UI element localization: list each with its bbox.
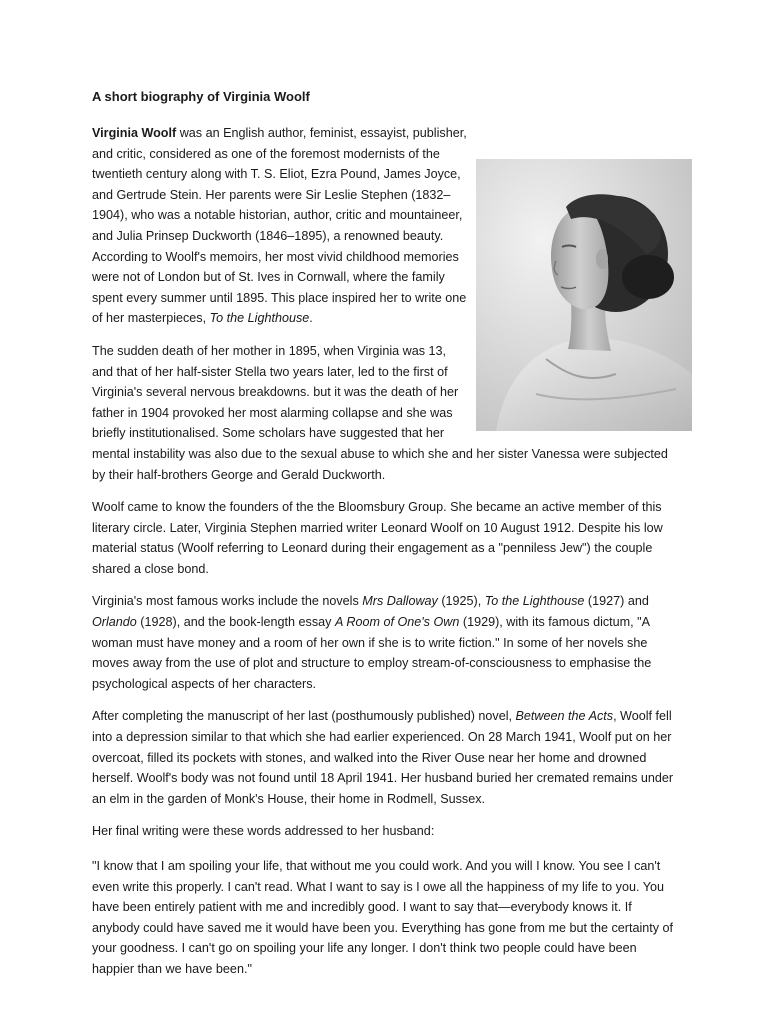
paragraph-4-text-2: (1925), xyxy=(437,594,485,609)
paragraph-6: Her final writing were these words addressed to her husband: xyxy=(92,824,435,839)
paragraph-4-text-1: Virginia's most famous works include the novels xyxy=(92,594,363,609)
subject-name: Virginia Woolf xyxy=(92,126,177,140)
paragraph-1-text: was an English author, feminist, essayist, publisher, and critic, considered as one of the foremost modernists of the twentieth century along with T. S. Eliot, Ezra Pound, James Joyce, and Gertrude Stein. Her parents were Sir Leslie Stephen (1832–1904), who was a notable historian, author, critic and mountaineer, and Julia Prinsep Duckworth (1846–1895), a renowned beauty. According to Woolf's memoirs, her most vivid childhood memories were not of London but of St. Ives in Cornwall, where the family spent every summer until 1895. This place inspired her to write one of her masterpieces, xyxy=(92,126,467,326)
work-title: Between the Acts xyxy=(515,709,614,724)
paragraph-4 xyxy=(92,591,678,694)
paragraph-5 xyxy=(92,706,678,809)
paragraph-4-text-5: (1929), with its famous dictum, "A woman must have money and a room of her own if she is to write fiction." In some of her novels she moves away from the use of plot and structure to employ stream-of-consciousness to emphasise the psychological aspects of her characters. xyxy=(92,615,652,691)
final-letter-quote: "I know that I am spoiling your life, that without me you could work. And you will I know. You see I can't even write this properly. I can't read. What I want to say is I owe all the happiness of my life to you. You have been entirely patient with me and incredibly good. I want to say that—everybody knows it. If anybody could have saved me it would have been you. Everything has gone from me but the certainty of your goodness. I can't go on spoiling your life any longer. I don't think two people could have been happier than we have been." xyxy=(92,859,674,976)
work-title: Orlando xyxy=(92,615,137,630)
work-title: A Room of One's Own xyxy=(334,615,460,630)
paragraph-5-text-2: , Woolf fell into a depression similar to that which she had earlier experienced. On 28 March 1941, Woolf put on her overcoat, filled its pockets with stones, and walked into the River Ouse near her home and drowned herself. Woolf's body was not found until 18 April 1941. Her husband buried her cremated remains under an elm in the garden of Monk's House, their home in Rodmell, Sussex. xyxy=(92,709,674,806)
portrait-photo xyxy=(476,159,692,431)
work-title: To the Lighthouse xyxy=(484,594,585,609)
work-title: To the Lighthouse xyxy=(209,311,310,326)
paragraph-4-text-4: (1928), and the book-length essay xyxy=(136,615,335,630)
paragraph-5-text-1: After completing the manuscript of her last (posthumously published) novel, xyxy=(92,709,516,724)
document-page xyxy=(92,88,678,992)
document-title: A short biography of Virginia Woolf xyxy=(92,89,310,104)
paragraph-4-text-3: (1927) and xyxy=(584,594,649,609)
paragraph-2: The sudden death of her mother in 1895, when Virginia was 13, and that of her half-sister Stella two years later, led to the first of Virginia's several nervous breakdowns. but it was the death of her father in 1904 provoked her most alarming collapse and she was briefly institutionalised. Some scholars have suggested that her mental instability was also due to the sexual abuse to which she and her sister Vanessa were subjected by their half-brothers George and Gerald Duckworth. xyxy=(92,343,668,482)
paragraph-1-end: . xyxy=(309,311,313,326)
paragraph-3: Woolf came to know the founders of the the Bloomsbury Group. She became an active member of this literary circle. Later, Virginia Stephen married writer Leonard Woolf on 10 August 1912. Despite his low material status (Woolf referring to Leonard during their engagement as a "penniless Jew") the couple shared a close bond. xyxy=(92,500,663,576)
work-title: Mrs Dalloway xyxy=(362,594,438,609)
portrait-photo-image xyxy=(476,159,692,431)
